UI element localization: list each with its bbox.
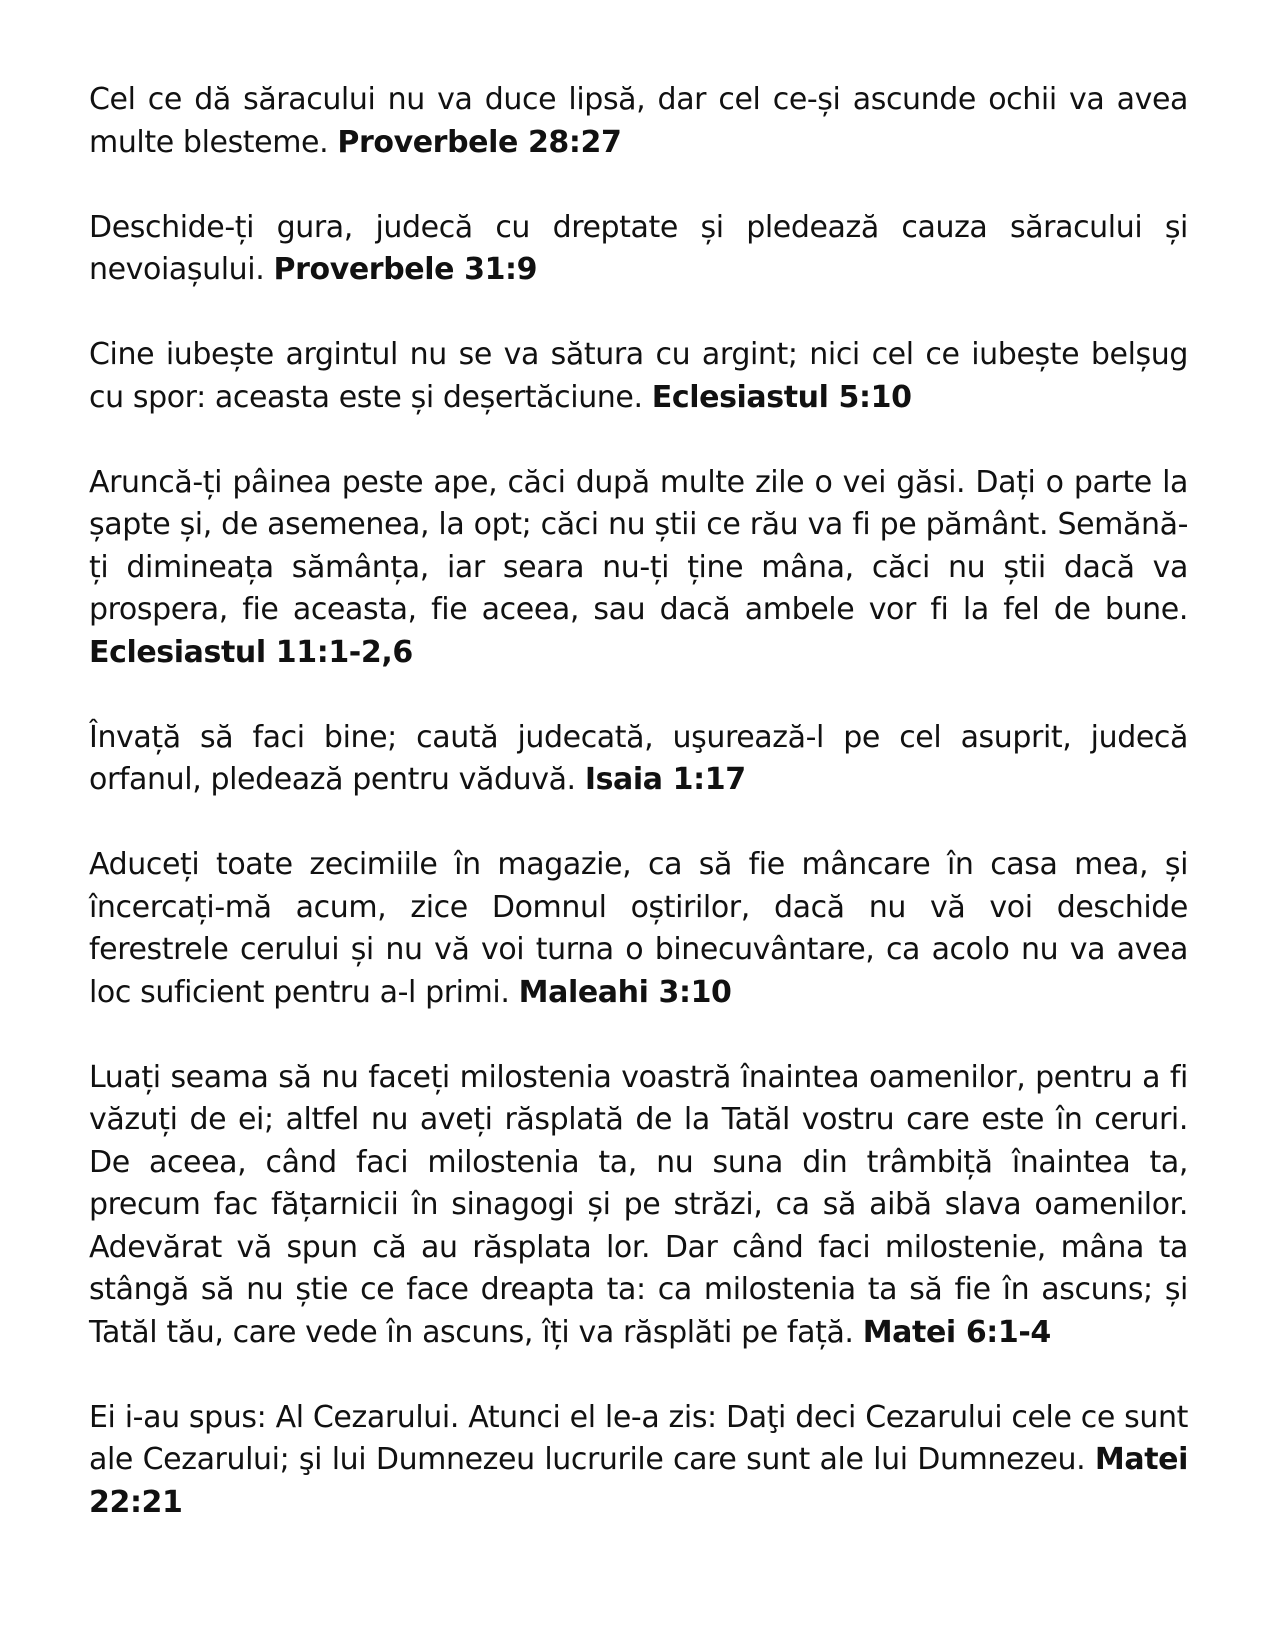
verse-paragraph <box>89 462 1188 675</box>
verse-paragraph <box>89 844 1188 1014</box>
verse-text: Cine iubește argintul nu se va sătura cu argint; nici cel ce iubește belșug cu spor: aceasta este și deșertăciune. <box>89 337 1188 415</box>
verse-paragraph <box>89 207 1188 292</box>
verse-reference: Proverbele 28:27 <box>337 124 622 160</box>
document-page <box>89 79 1188 1567</box>
verse-reference: Proverbele 31:9 <box>273 252 538 287</box>
verse-text: Învață să faci bine; caută judecată, uşurează-l pe cel asuprit, judecă orfanul, pledează pentru văduvă. <box>89 719 1188 797</box>
verse-paragraph <box>89 79 1188 164</box>
verse-paragraph <box>89 717 1188 802</box>
verse-paragraph <box>89 334 1188 419</box>
verse-reference: Isaia 1:17 <box>584 762 746 797</box>
verse-text: Aruncă-ți pâinea peste ape, căci după multe zile o vei găsi. Dați o parte la șapte și, de asemenea, la opt; căci nu știi ce rău va fi pe pământ. Semănă-ți dimineața sămânța, iar seara nu-ți ține mâna, căci nu știi dacă va prospera, fie aceasta, fie aceea, sau dacă ambele vor fi la fel de bune. <box>89 464 1188 627</box>
verse-reference: Matei 6:1-4 <box>862 1314 1051 1350</box>
verse-text: Luați seama să nu faceți milostenia voastră înaintea oamenilor, pentru a fi văzuți de ei; altfel nu aveți răsplată de la Tatăl vostru care este în ceruri. De aceea, când faci milostenia ta, nu suna din trâmbiță înaintea ta, precum fac fățarnicii în sinagogi și pe străzi, ca să aibă slava oamenilor. Adevărat vă spun că au răsplata lor. Dar când faci milostenie, mâna ta stângă să nu știe ce face dreapta ta: ca milostenia ta să fie în ascuns; și Tatăl tău, care vede în ascuns, îți va răsplăti pe față. <box>89 1059 1188 1350</box>
verse-text: Ei i-au spus: Al Cezarului. Atunci el le-a zis: Daţi deci Cezarului cele ce sunt ale Cezarului; şi lui Dumnezeu lucrurile care sunt ale lui Dumnezeu. <box>89 1399 1188 1477</box>
verse-reference: Eclesiastul 5:10 <box>651 379 912 415</box>
verse-reference: Eclesiastul 11:1-2,6 <box>89 634 413 670</box>
verse-reference: Maleahi 3:10 <box>518 974 732 1010</box>
verse-paragraph <box>89 1397 1188 1525</box>
verse-text: Aduceți toate zecimiile în magazie, ca să fie mâncare în casa mea, și încercați-mă acum, zice Domnul oștirilor, dacă nu vă voi deschide ferestrele cerului și nu vă voi turna o binecuvântare, ca acolo nu va avea loc suficient pentru a-l primi. <box>89 847 1188 1010</box>
verse-paragraph <box>89 1057 1188 1355</box>
verse-text: Deschide-ți gura, judecă cu dreptate și pledează cauza săracului și nevoiașului. <box>89 209 1188 287</box>
verse-reference: Matei 22:21 <box>89 1442 1188 1520</box>
verse-text: Cel ce dă săracului nu va duce lipsă, dar cel ce-și ascunde ochii va avea multe blesteme. <box>89 82 1188 160</box>
